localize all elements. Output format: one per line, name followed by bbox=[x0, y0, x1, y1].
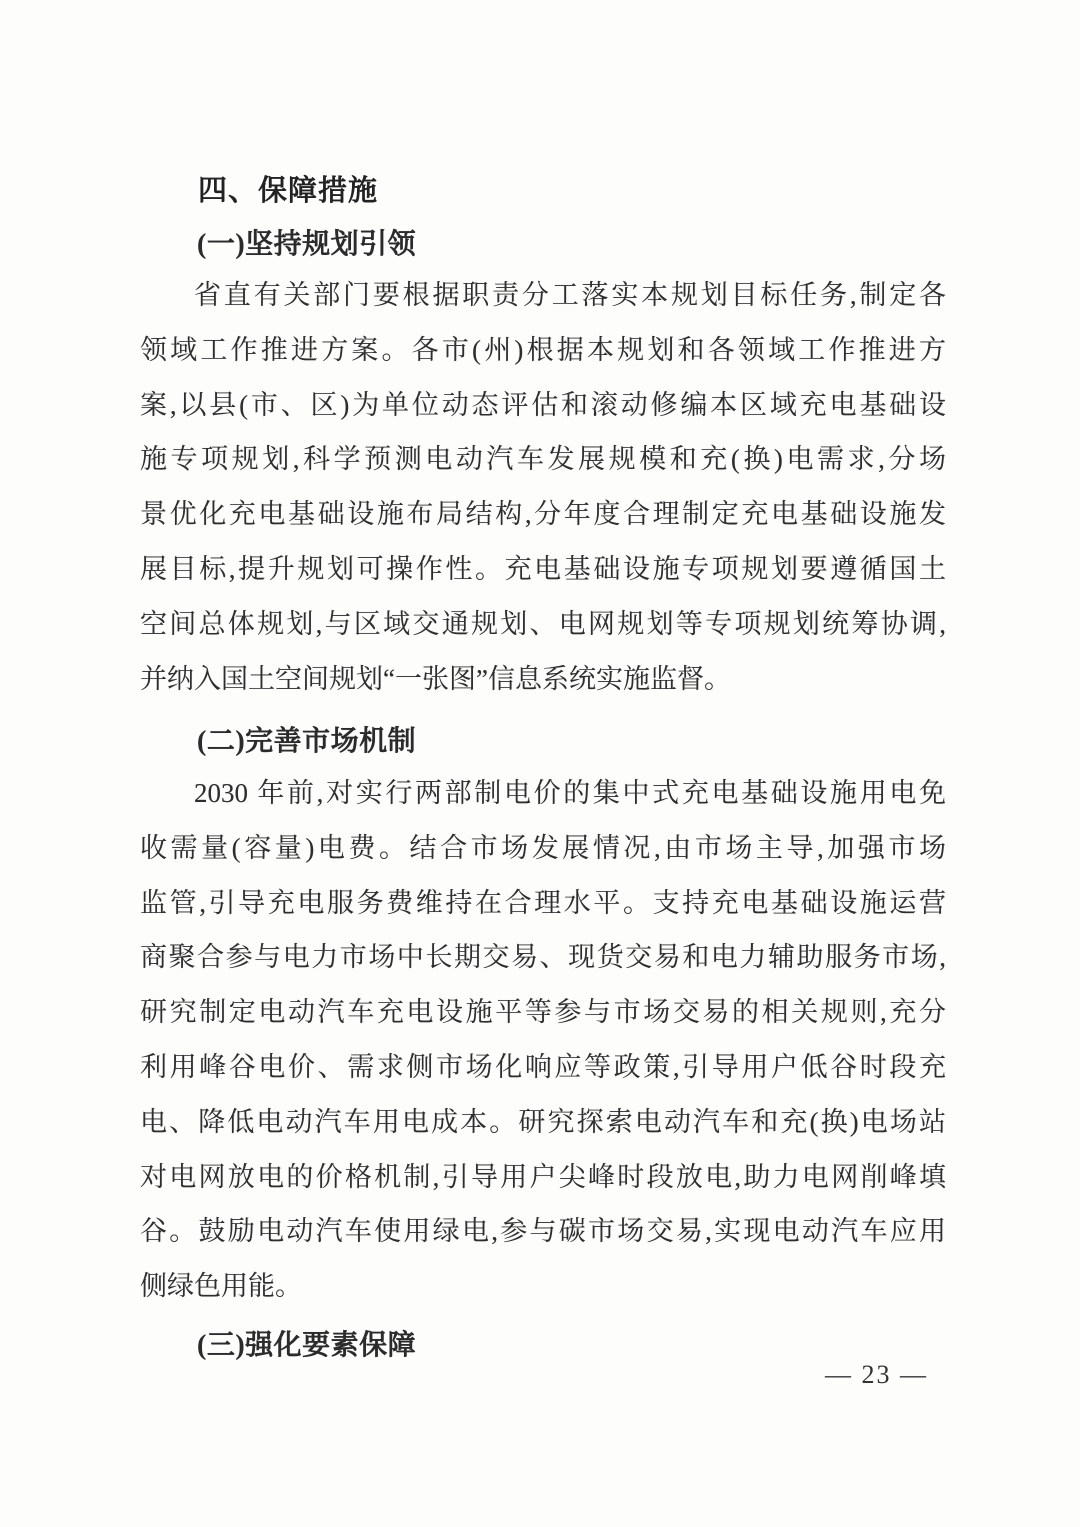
paragraph-line: 收需量(容量)电费。结合市场发展情况,由市场主导,加强市场 bbox=[140, 832, 946, 863]
paragraph-line: 利用峰谷电价、需求侧市场化响应等政策,引导用户低谷时段充 bbox=[140, 1051, 946, 1082]
paragraph-line: 并纳入国土空间规划“一张图”信息系统实施监督。 bbox=[140, 663, 731, 694]
subsection-1-heading: (一)坚持规划引领 bbox=[197, 229, 417, 260]
paragraph-line: 景优化充电基础设施布局结构,分年度合理制定充电基础设施发 bbox=[140, 499, 946, 530]
paragraph-line: 商聚合参与电力市场中长期交易、现货交易和电力辅助服务市场, bbox=[140, 942, 946, 973]
page-number: — 23 — bbox=[825, 1360, 928, 1389]
paragraph-line: 谷。鼓励电动汽车使用绿电,参与碳市场交易,实现电动汽车应用 bbox=[140, 1216, 946, 1247]
subsection-3-heading: (三)强化要素保障 bbox=[197, 1330, 417, 1361]
paragraph-line: 电、降低电动汽车用电成本。研究探索电动汽车和充(换)电场站 bbox=[140, 1106, 946, 1137]
paragraph-line: 监管,引导充电服务费维持在合理水平。支持充电基础设施运营 bbox=[140, 887, 946, 918]
paragraph-line: 施专项规划,科学预测电动汽车发展规模和充(换)电需求,分场 bbox=[140, 444, 946, 475]
paragraph-line: 研究制定电动汽车充电设施平等参与市场交易的相关规则,充分 bbox=[140, 997, 946, 1028]
paragraph-line: 省直有关部门要根据职责分工落实本规划目标任务,制定各 bbox=[194, 280, 946, 310]
section-heading: 四、保障措施 bbox=[198, 175, 379, 207]
paragraph-line: 侧绿色用能。 bbox=[140, 1271, 302, 1302]
subsection-2-heading: (二)完善市场机制 bbox=[197, 726, 417, 757]
paragraph-line: 展目标,提升规划可操作性。充电基础设施专项规划要遵循国土 bbox=[140, 553, 946, 584]
paragraph-line: 空间总体规划,与区域交通规划、电网规划等专项规划统筹协调, bbox=[140, 608, 946, 639]
paragraph-line: 领域工作推进方案。各市(州)根据本规划和各领域工作推进方 bbox=[140, 334, 946, 365]
subsection-2-paragraph bbox=[140, 766, 946, 1314]
paragraph-line: 案,以县(市、区)为单位动态评估和滚动修编本区域充电基础设 bbox=[140, 389, 946, 420]
paragraph-line: 对电网放电的价格机制,引导用户尖峰时段放电,助力电网削峰填 bbox=[140, 1161, 946, 1192]
paragraph-line: 2030 年前,对实行两部制电价的集中式充电基础设施用电免 bbox=[194, 778, 946, 808]
subsection-1-paragraph bbox=[140, 268, 946, 706]
